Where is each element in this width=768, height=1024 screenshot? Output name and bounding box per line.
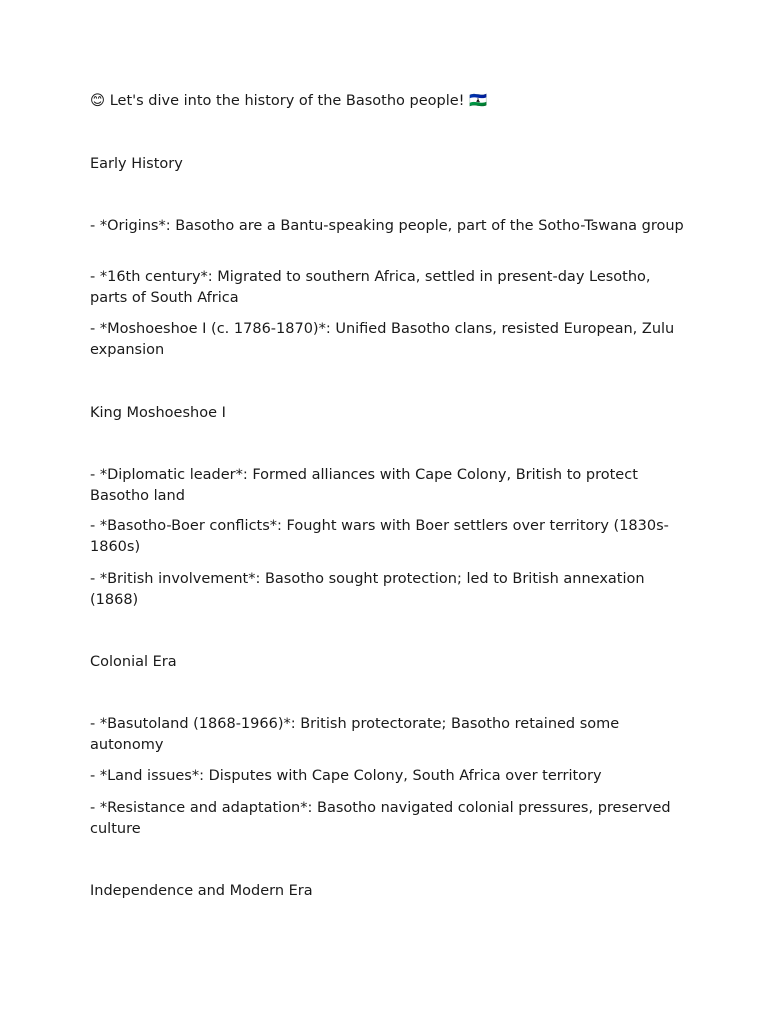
- list-item: - *Origins*: Basotho are a Bantu-speaking people, part of the Sotho-Tswana group: [90, 218, 684, 234]
- list-item: - *Moshoeshoe I (c. 1786-1870)*: Unified Basotho clans, resisted European, Zulu expansion: [90, 321, 675, 358]
- list-item: - *British involvement*: Basotho sought protection; led to British annexation (1868): [90, 571, 645, 608]
- list-item: - *Diplomatic leader*: Formed alliances with Cape Colony, British to protect Basotho land: [90, 467, 638, 504]
- list-item: - *Resistance and adaptation*: Basotho navigated colonial pressures, preserved culture: [90, 800, 671, 837]
- section-heading-early-history: Early History: [90, 156, 183, 172]
- section-heading-king-moshoeshoe: King Moshoeshoe I: [90, 405, 226, 421]
- list-item: - *Land issues*: Disputes with Cape Colony, South Africa over territory: [90, 768, 602, 784]
- intro-line: 😊 Let's dive into the history of the Basotho people! 🇱🇸: [90, 93, 488, 109]
- list-item: - *16th century*: Migrated to southern Africa, settled in present-day Lesotho, parts of South Africa: [90, 269, 651, 306]
- section-heading-colonial-era: Colonial Era: [90, 654, 177, 670]
- list-item: - *Basotho-Boer conflicts*: Fought wars with Boer settlers over territory (1830s-1860s): [90, 518, 669, 555]
- list-item: - *Basutoland (1868-1966)*: British protectorate; Basotho retained some autonomy: [90, 716, 620, 753]
- section-heading-independence: Independence and Modern Era: [90, 883, 313, 899]
